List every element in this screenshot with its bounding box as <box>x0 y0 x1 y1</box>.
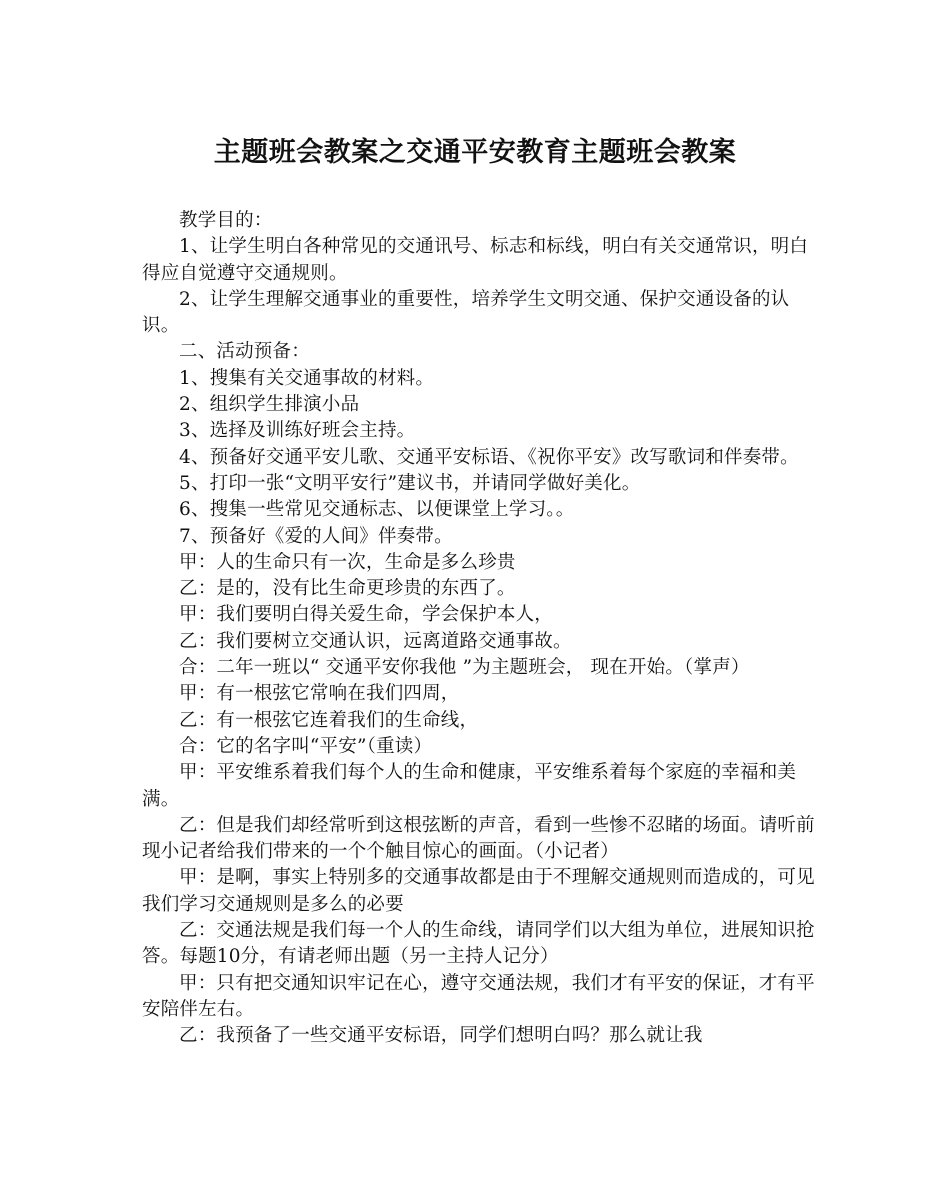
paragraph-14: 甲：我们要明白得关爱生命，学会保护本人， <box>179 604 554 626</box>
paragraph-23: 乙：交通法规是我们每一个人的生命线，请同学们以大组为单位，进展知识抢答。每题10分，有请老师出题（另一主持人记分） <box>142 920 815 968</box>
paragraph-17: 甲：有一根弦它常响在我们四周， <box>179 683 460 705</box>
paragraph-21: 乙：但是我们却经常听到这根弦断的声音，看到一些惨不忍睹的场面。请听前现小记者给我们带来的一个个触目惊心的画面。（小记者） <box>142 814 815 863</box>
paragraph-1: 教学目的： <box>179 210 273 231</box>
document-title: 主题班会教案之交通平安教育主题班会教案 <box>213 137 737 168</box>
paragraph-4: 二、活动预备： <box>179 341 310 363</box>
paragraph-6: 2、组织学生排演小品 <box>179 394 360 416</box>
paragraph-20: 甲：平安维系着我们每个人的生命和健康，平安维系着每个家庭的幸福和美满。 <box>142 762 797 810</box>
paragraph-19: 合：它的名字叫“平安”（重读） <box>179 735 433 757</box>
paragraph-3: 2、让学生理解交通事业的重要性，培养学生文明交通、保护交通设备的认识。 <box>142 288 790 337</box>
paragraph-5: 1、搜集有关交通事故的材料。 <box>179 367 435 389</box>
paragraph-9: 5、打印一张“文明平安行”建议书，并请同学做好美化。 <box>179 472 641 494</box>
paragraph-25: 乙：我预备了一些交通平安标语，同学们想明白吗？那么就让我 <box>179 1025 703 1047</box>
paragraph-2: 1、让学生明白各种常见的交通讯号、标志和标线，明白有关交通常识，明白得应自觉遵守交通规则。 <box>142 236 809 284</box>
paragraph-22: 甲：是啊，事实上特别多的交通事故都是由于不理解交通规则而造成的，可见我们学习交通规则是多么的必要 <box>142 867 815 915</box>
paragraph-10: 6、搜集一些常见交通标志、以便课堂上学习。。 <box>179 499 575 521</box>
paragraph-11: 7、预备好《爱的人间》伴奏带。 <box>179 525 453 547</box>
paragraph-12: 甲：人的生命只有一次，生命是多么珍贵 <box>179 551 516 573</box>
document-body <box>142 208 822 1050</box>
paragraph-15: 乙：我们要树立交通认识，远离道路交通事故。 <box>179 630 572 652</box>
paragraph-16: 合：二年一班以“ 交通平安你我他 ”为主题班会， 现在开始。（掌声） <box>179 657 750 679</box>
paragraph-18: 乙：有一根弦它连着我们的生命线， <box>179 709 479 731</box>
paragraph-7: 3、选择及训练好班会主持。 <box>179 420 416 442</box>
paragraph-24: 甲：只有把交通知识牢记在心，遵守交通法规，我们才有平安的保证，才有平安陪伴左右。 <box>142 972 815 1020</box>
paragraph-13: 乙：是的，没有比生命更珍贵的东西了。 <box>179 578 516 600</box>
paragraph-8: 4、预备好交通平安儿歌、交通平安标语、《祝你平安》改写歌词和伴奏带。 <box>179 446 799 468</box>
